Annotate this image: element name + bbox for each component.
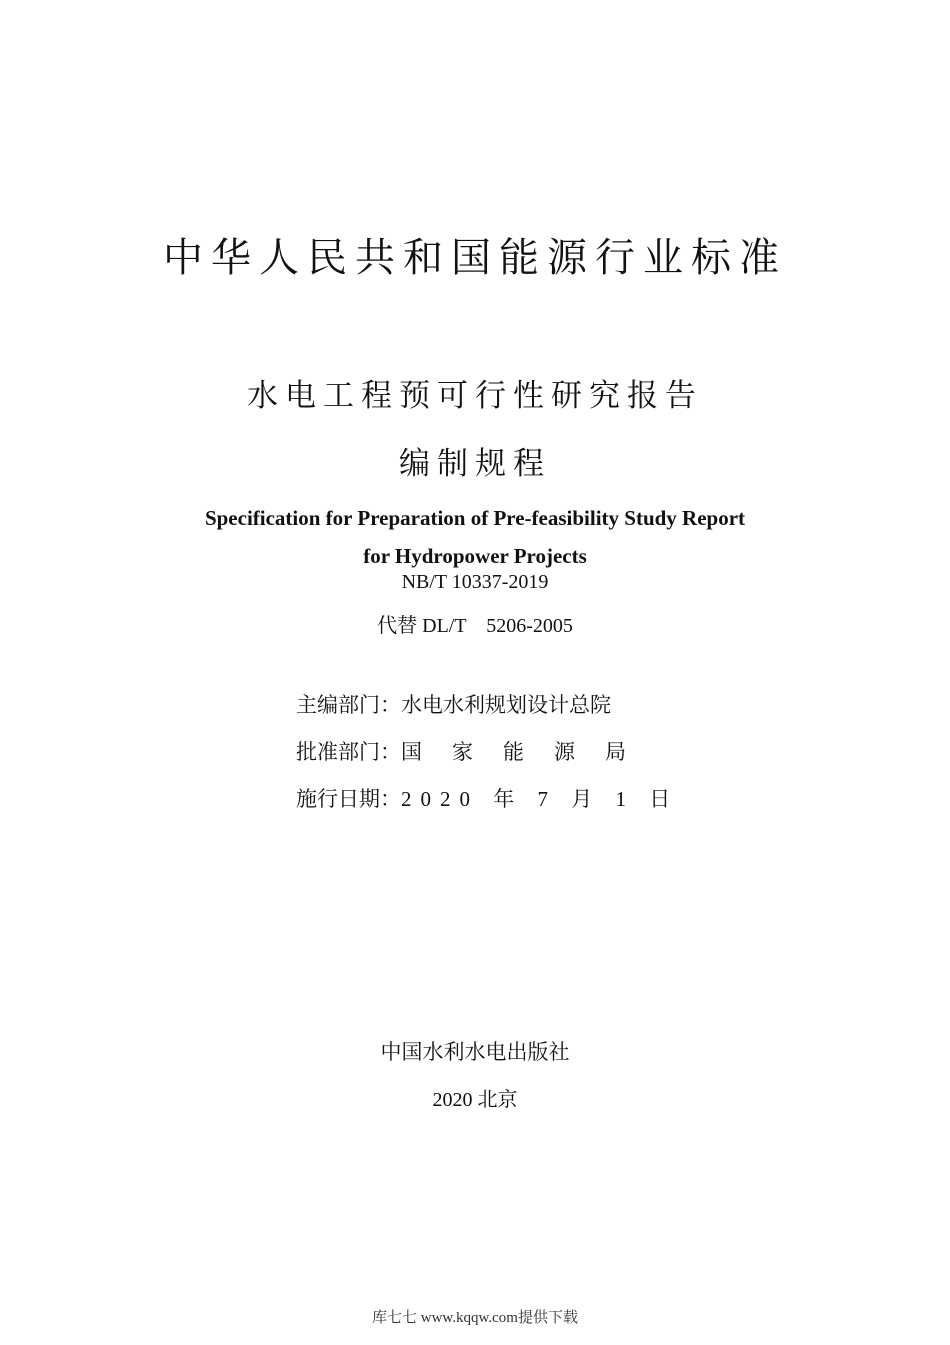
standard-category-heading: 中华人民共和国能源行业标准 [163,235,787,281]
effective-date-value: 2020 年 7 月 1 日 [401,787,680,811]
standard-number: NB/T 10337-2019 [401,571,549,593]
document-title-chinese-line1: 水电工程预可行性研究报告 [247,378,703,414]
effective-date-row [296,781,680,828]
replaces-standard: 代替 DL/T 5206-2005 [377,615,573,637]
publisher-name: 中国水利水电出版社 [380,1040,570,1064]
approver-value: 国家能源局 [401,740,656,764]
download-watermark: 库七七 www.kqqw.com提供下载 [372,1310,578,1326]
info-block [296,687,680,828]
editor-value: 水电水利规划设计总院 [401,693,611,717]
document-title-english-line1: Specification for Preparation of Pre-feasibility Study Report [204,506,746,530]
approver-row [296,734,676,781]
editor-row [296,687,676,734]
publication-place-year: 2020 北京 [432,1089,518,1111]
document-title-english-line2: for Hydropower Projects [363,544,587,568]
document-title-chinese-line2: 编制规程 [399,446,551,482]
editor-label: 主编部门： [296,693,401,717]
approver-label: 批准部门： [296,740,401,764]
effective-date-label: 施行日期： [296,787,401,811]
